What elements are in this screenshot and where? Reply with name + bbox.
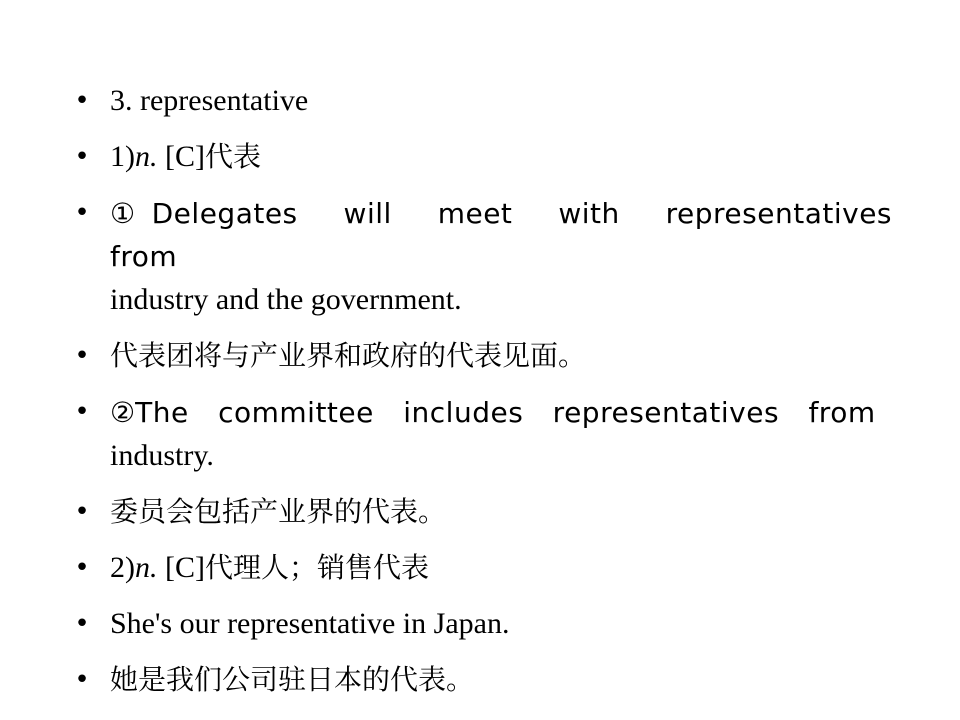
example-2-line-2: industry.	[110, 439, 214, 472]
example-3-text: She's our representative in Japan.	[110, 607, 510, 640]
sense-1-text	[110, 136, 892, 178]
bullet-example-1	[72, 192, 892, 321]
heading-text	[110, 80, 892, 122]
example-1-line-1: Delegates will meet with representatives from	[110, 197, 893, 273]
bullet-dot: •	[74, 609, 90, 639]
sense-2-tag: [C]	[157, 551, 205, 584]
bullet-list	[72, 80, 892, 715]
bullet-translation-3	[72, 659, 892, 701]
example-2-marker: ②	[110, 396, 136, 429]
bullet-dot: •	[74, 86, 90, 116]
example-1-line-2: industry and the government.	[110, 283, 462, 316]
translation-1-text: 代表团将与产业界和政府的代表见面。	[110, 339, 587, 372]
heading-number: 3.	[110, 84, 133, 117]
example-2-line-1: The committee includes representatives from	[135, 396, 876, 429]
sense-2-number: 2)	[110, 551, 135, 584]
heading-word: representative	[140, 84, 309, 117]
bullet-example-2	[72, 391, 892, 477]
bullet-dot: •	[74, 142, 90, 172]
bullet-sense-1	[72, 136, 892, 178]
bullet-translation-2	[72, 491, 892, 533]
bullet-dot: •	[74, 665, 90, 695]
example-2-text	[110, 391, 892, 477]
bullet-sense-2	[72, 547, 892, 589]
sense-1-number: 1)	[110, 140, 135, 173]
sense-1-meaning: 代表	[205, 140, 262, 173]
translation-3-text: 她是我们公司驻日本的代表。	[110, 663, 475, 696]
bullet-dot: •	[74, 553, 90, 583]
bullet-dot: •	[74, 341, 90, 371]
bullet-dot: •	[74, 198, 90, 228]
translation-2-text: 委员会包括产业界的代表。	[110, 495, 447, 528]
bullet-heading	[72, 80, 892, 122]
bullet-dot: •	[74, 397, 90, 427]
example-1-marker: ①	[110, 197, 152, 230]
sense-1-pos: n.	[135, 140, 158, 173]
bullet-dot: •	[74, 497, 90, 527]
example-1-text	[110, 192, 892, 321]
sense-2-meaning: 代理人；销售代表	[205, 551, 430, 584]
bullet-example-3	[72, 603, 892, 645]
sense-1-tag: [C]	[157, 140, 205, 173]
sense-2-pos: n.	[135, 551, 158, 584]
bullet-translation-1	[72, 335, 892, 377]
sense-2-text	[110, 547, 892, 589]
